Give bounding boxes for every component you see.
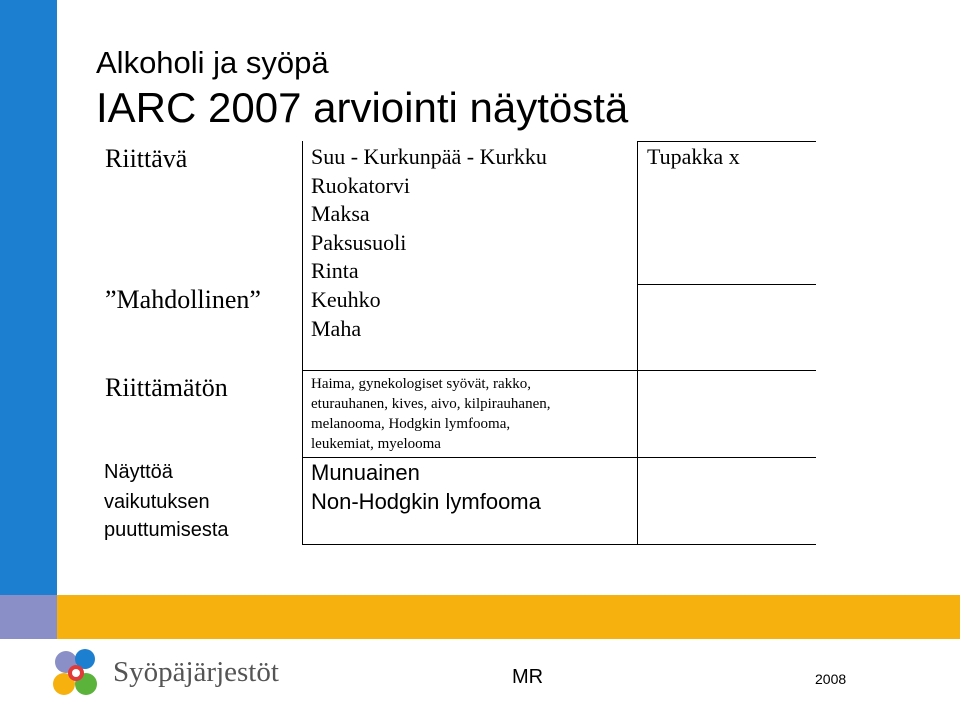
bottom-accent-bar <box>57 595 960 639</box>
no-effect-cancer-item: Munuainen <box>311 460 420 485</box>
sufficient-cancer-list <box>311 143 547 286</box>
table-column-divider <box>302 141 303 545</box>
category-no-effect-line: vaikutuksen <box>104 491 210 513</box>
insufficient-cancer-list <box>311 374 551 454</box>
list-item: leukemiat, myelooma <box>311 436 441 452</box>
syopajarjestot-logo-icon <box>50 646 102 702</box>
no-effect-cancer-item: Non-Hodgkin lymfooma <box>311 489 541 514</box>
table-column-divider <box>637 141 638 545</box>
list-item: Suu - Kurkunpää - Kurkku <box>311 144 547 169</box>
possible-cancer-list <box>311 286 381 343</box>
table-row-divider <box>302 370 816 371</box>
list-item: Maksa <box>311 201 370 227</box>
slide-title: Alkoholi ja syöpä <box>96 45 329 80</box>
tobacco-note: Tupakka x <box>647 144 740 169</box>
category-no-effect-line: puuttumisesta <box>104 519 229 541</box>
list-item: Keuhko <box>311 287 381 312</box>
list-item: Maha <box>311 315 362 341</box>
table-row-divider <box>637 284 816 285</box>
category-possible: ”Mahdollinen” <box>105 285 261 314</box>
list-item: Paksusuoli <box>311 229 407 255</box>
list-item: Rinta <box>311 258 359 284</box>
footer-year: 2008 <box>815 671 847 687</box>
slide-subtitle: IARC 2007 arviointi näytöstä <box>96 84 629 131</box>
table-bottom-border <box>302 544 816 545</box>
left-accent-bar-lower <box>0 595 57 639</box>
list-item: Ruokatorvi <box>311 172 410 198</box>
left-accent-bar <box>0 0 57 595</box>
category-no-effect-line: Näyttöä <box>104 461 173 483</box>
list-item: melanooma, Hodgkin lymfooma, <box>311 416 511 432</box>
table-row-divider <box>302 457 816 458</box>
footer-author: MR <box>512 666 544 688</box>
logo-text: Syöpäjärjestöt <box>113 656 279 688</box>
table-top-border <box>637 141 816 142</box>
category-sufficient: Riittävä <box>105 144 188 173</box>
category-insufficient: Riittämätön <box>105 373 228 402</box>
list-item: Haima, gynekologiset syövät, rakko, <box>311 376 531 392</box>
list-item: eturauhanen, kives, aivo, kilpirauhanen, <box>311 396 551 412</box>
